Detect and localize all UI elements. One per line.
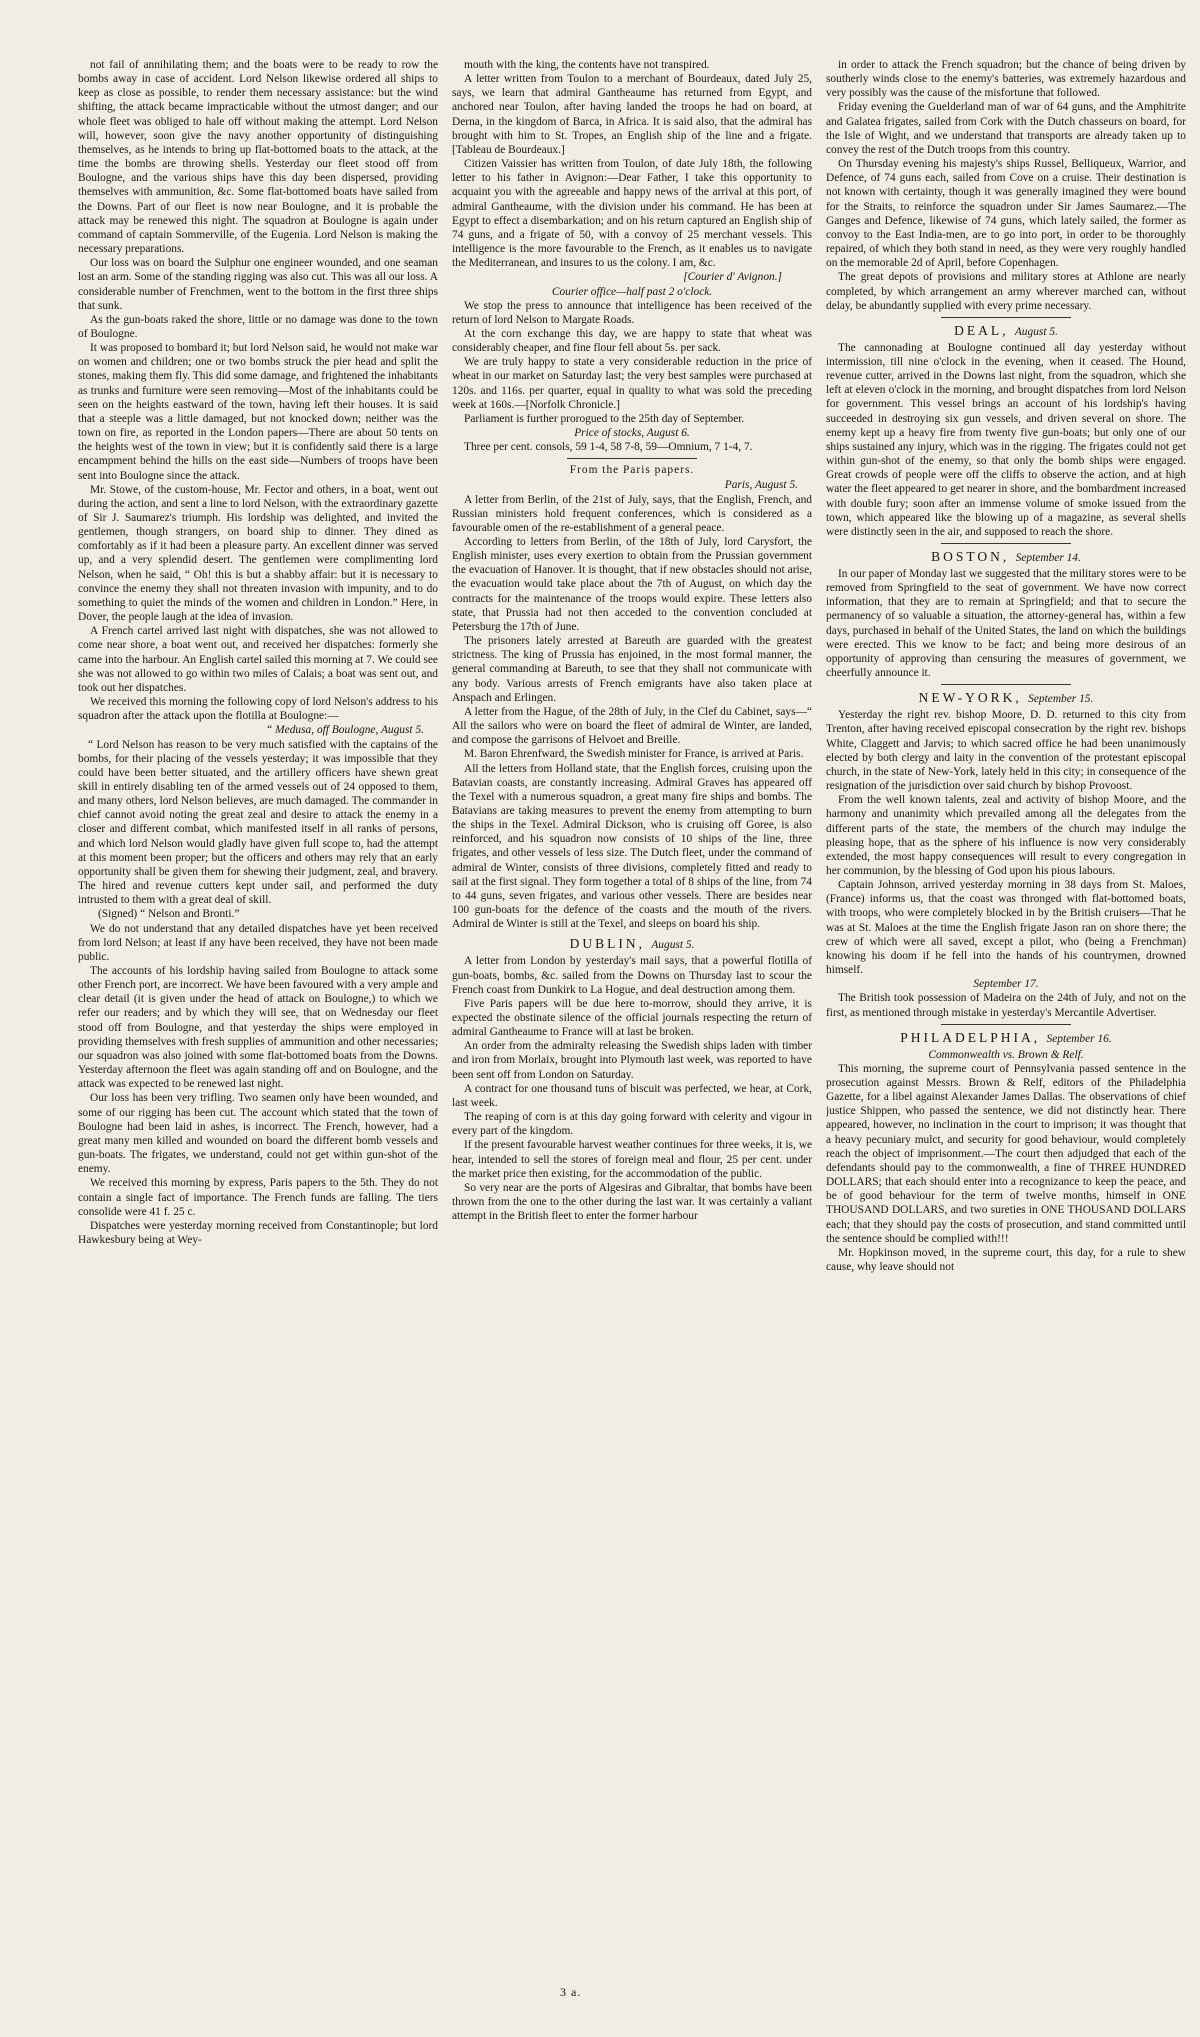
column-1 xyxy=(78,58,438,1988)
article-paragraph: Our loss was on board the Sulphur one engineer wounded, and one seaman lost an arm. Some of the standing rigging was also cut. This was all our loss. A considerable number of Frenchmen, went to the bottom in the first three ships that sunk. xyxy=(78,257,438,312)
article-paragraph: Mr. Hopkinson moved, in the supreme court, this day, for a rule to shew cause, why leave should not xyxy=(826,1246,1186,1274)
article-paragraph: Mr. Stowe, of the custom-house, Mr. Fector and others, in a boat, went out during the action, and sent a line to lord Nelson, with the extraordinary gazette of Sir J. Saumarez's triumph. His lordship was delighted, and invited the gentlemen, though strangers, on board ship to dinner. They dined as comfortably as if it had been a pleasure party. An excellent dinner was served up, and a very splendid desert. The gentlemen were complimenting lord Nelson, when he said, “ Oh! this is but a shabby affair: but it is necessary to convince the enemy they shall not threaten invasion with impunity, and to do something to quiet the minds of the women and children in London.” Here, in Dover, the people laugh at the idea of invasion. xyxy=(78,483,438,624)
article-paragraph: Five Paris papers will be due here to-morrow, should they arrive, it is expected the obstinate silence of the official journals respecting the return of admiral Gantheaume to France will at last be broken. xyxy=(452,997,812,1039)
article-dateline: Paris, August 5. xyxy=(724,479,798,492)
section-heading xyxy=(826,323,1186,339)
section-heading xyxy=(826,1030,1186,1046)
article-paragraph: The prisoners lately arrested at Bareuth are guarded with the greatest strictness. The king of Prussia has enjoined, in the most formal manner, the general commanding at Bareuth, to see that they shall not communicate with any body. Various arrests of French emigrants have also taken place at Anspach and Erlingen. xyxy=(452,635,812,704)
article-paragraph: not fail of annihilating them; and the boats were to be ready to row the bombs away in case of accident. Lord Nelson likewise ordered all ships to keep as close as possible, to render them necessary assistance: but the wind shifting, the attack became impracticable without the utmost danger; and our whole fleet was obliged to hale off without making the attempt. Lord Nelson will, however, soon give the navy another opportunity of distinguishing themselves, as he intends to bring up flat-bottomed boats to the attack, at the time the bombs are throwing shells. Yesterday our fleet stood off from Boulogne, and the various ships have this day been dispersed, providing themselves with ammunition, &c. Some flat-bottomed boats have sailed from the Downs. Part of our fleet is now near Boulogne, and it is probable the attack may be renewed this night. The squadron at Boulogne is again under command of captain Sommerville, of the Eugenia. Lord Nelson is making the necessary preparations. xyxy=(78,59,438,256)
heading-date: September 14. xyxy=(1015,552,1081,564)
article-paragraph: At the corn exchange this day, we are happy to state that wheat was considerably cheaper, and fine flour fell about 5s. per sack. xyxy=(452,327,812,355)
article-paragraph: This morning, the supreme court of Pennsylvania passed sentence in the prosecution against Messrs. Brown & Relf, editors of the Philadelphia Gazette, for a libel against Alexander James Dallas. The observations of chief justice Shippen, who passed the sentence, we did not distinctly hear. There appeared, however, no inclination in the court to imprison; it was thought that a heavy pecuniary mulct, and security for good behaviour, would completely reach the object of imprisonment.—The court then adjudged that each of the defendants should pay to the commonwealth, a fine of THREE HUNDRED DOLLARS; that each should enter into a recognizance to keep the peace, and be of good behaviour for the term of twelve months, himself in ONE THOUSAND DOLLARS, and two sureties in ONE THOUSAND DOLLARS each; that they should pay the costs of prosecution, and stand committed until the sentence should be complied with!!! xyxy=(826,1062,1186,1245)
article-paragraph: in order to attack the French squadron; but the chance of being driven by southerly winds close to the enemy's batteries, was extremely hazardous and very possibly was the cause of the misfortune that followed. xyxy=(826,59,1186,100)
section-heading xyxy=(452,464,812,476)
section-rule xyxy=(941,684,1071,685)
article-paragraph: We received this morning by express, Paris papers to the 5th. They do not contain a single fact of importance. The French funds are falling. The tiers consolide were 41 f. 25 c. xyxy=(78,1177,438,1218)
article-paragraph: It was proposed to bombard it; but lord Nelson said, he would not make war on women and children; one or two bombs struck the pier head and split the stones, making them fly. This did some damage, and frightened the inhabitants as trunks and furniture were seen removing—Most of the inhabitants could be seen on the heights eastward of the town, having left their houses. It is said that a steeple was a little damaged, but not knocked down; neither was the town on fire, as reported in the London papers—There are about 50 tents on the heights west of the town in view; but it is confidently said there is a large encampment behind the hills on the east side—Numbers of troops have been sent into Boulogne since the attack. xyxy=(78,342,438,482)
article-paragraph: A letter written from Toulon to a merchant of Bourdeaux, dated July 25, says, we learn that admiral Gantheaume has returned from Egypt, and anchored near Toulon, after having landed the troops he had on board, at Derna, in the kingdom of Barca, in Africa. It is said also, that the admiral has brought with him to St. Tropes, an English ship of the line and a frigate. [Tableau de Bourdeaux.] xyxy=(452,73,812,156)
article-paragraph: Friday evening the Guelderland man of war of 64 guns, and the Amphitrite and Galatea frigates, sailed from Cork with the Dutch chasseurs on board, for the Isle of Wight, and we understand that transports are already taken up to convey the rest of the Dutch troops from this country. xyxy=(826,101,1186,156)
heading-date: August 5. xyxy=(651,939,695,952)
article-paragraph: A letter from Berlin, of the 21st of July, says, that the English, French, and Russian ministers hold frequent conferences, which is considered as a favourable omen of the re-establishment of a general peace. xyxy=(452,493,812,534)
section-rule xyxy=(941,1024,1071,1025)
article-paragraph: Parliament is further prorogued to the 25th day of September. xyxy=(464,412,745,425)
article-paragraph: A contract for one thousand tuns of biscuit was perfected, we hear, at Cork, last week. xyxy=(452,1082,812,1109)
article-paragraph: We stop the press to announce that intelligence has been received of the return of lord Nelson to Margate Roads. xyxy=(452,299,812,326)
article-paragraph: The accounts of his lordship having sailed from Boulogne to attack some other French port, are incorrect. We have been favoured with a very ample and clear detail (it is given under the head of attack on Boulogne,) to which we refer our readers; and by which they will see, that on Wednesday our fleet stood off from Boulogne, and that yesterday the ships were employed in providing themselves with fresh supplies of ammunition and other necessaries; our squadron was also joined with some flat-bottomed boats from the Downs. Yesterday afternoon the fleet was again standing off and on Boulogne, and the attack was expected to be renewed last night. xyxy=(78,965,438,1091)
heading-place: DUBLIN, xyxy=(569,936,645,952)
article-paragraph: Yesterday the right rev. bishop Moore, D. D. returned to this city from Trenton, after having received episcopal consecration by the right rev. bishops White, Claggett and Jarvis; to which sacred office he had been unanimously elected by both clergy and laity in the convention of the protestant episcopal church, in the state of New-York, lately held in this city; in consequence of the resignation of the jurisdiction over said church by bishop Provoost. xyxy=(826,709,1186,793)
article-paragraph: Dispatches were yesterday morning received from Constantinople; but lord Hawkesbury being at Wey- xyxy=(78,1219,438,1246)
article-paragraph: mouth with the king, the contents have not transpired. xyxy=(464,59,710,71)
section-heading xyxy=(452,936,812,952)
article-signed: (Signed) “ Nelson and Bronti.” xyxy=(98,908,240,921)
heading-date: September 15. xyxy=(1028,693,1094,706)
article-paragraph: Our loss has been very trifling. Two seamen only have been wounded, and some of our rigging has been cut. The account which stated that the town of Boulogne had been laid in ashes, is incorrect. The French, however, had a great many men killed and wounded on board the different bomb vessels and gun-boats. The frigates, we understand, could not get within gun-shot of the enemy. xyxy=(78,1092,438,1176)
section-rule xyxy=(941,543,1071,544)
article-paragraph: If the present favourable harvest weather continues for three weeks, it is, we hear, intended to sell the stores of foreign meal and flour, 25 per cent. under the market price then existing, for the accommodation of the public. xyxy=(452,1139,812,1180)
heading-date: September 16. xyxy=(1046,1032,1112,1045)
section-rule xyxy=(567,458,697,459)
article-paragraph: We do not understand that any detailed dispatches have yet been received from lord Nelson; at least if any have been received, they have not been made public. xyxy=(78,922,438,963)
article-paragraph: We are truly happy to state a very considerable reduction in the price of wheat in our market on Saturday last; the very best samples were purchased at 120s. and 116s. per quarter, equal in quality to what was sold the preceding week at 160s.—[Norfolk Chronicle.] xyxy=(452,356,812,411)
column-grid xyxy=(78,58,1186,1988)
article-paragraph: The reaping of corn is at this day going forward with celerity and vigour in every part of the kingdom. xyxy=(452,1111,812,1138)
article-paragraph: We received this morning the following copy of lord Nelson's address to his squadron after the attack upon the flotilla at Boulogne:— xyxy=(78,696,438,723)
heading-place: BOSTON, xyxy=(931,549,1010,564)
article-paragraph: On Thursday evening his majesty's ships Russel, Belliqueux, Warrior, and Defence, of 74 guns each, sailed from Cove on a cruise. Their destination is not known with certainty, though it was generally imagined they were bound for the Straits, to reinforce the squadron under Sir James Saumarez.—The Ganges and Defence, likewise of 74 guns, which lately sailed, the former as convoy to the East India-men, are to go into port, in order to be thoroughly repaired, of which they both stand in need, as they were very roughly handled on the memorable 2d of April, before Copenhagen. xyxy=(826,158,1186,270)
article-paragraph: M. Baron Ehrenfward, the Swedish minister for France, is arrived at Paris. xyxy=(464,748,804,761)
article-paragraph: In our paper of Monday last we suggested that the military stores were to be removed from Springfield to the seat of government. We have now correct information, that they are to remain at Springfield; and that to secure the permanency of so valuable a situation, the attorney-general has, within a few days, purchased in behalf of the United States, the land on which the buildings were erected. This we know to be fact; and being more desirous of an opportunity of approving than censuring the measures of government, we cheerfully announce it. xyxy=(826,568,1186,680)
heading-place: PHILADELPHIA, xyxy=(900,1029,1041,1045)
article-paragraph: From the well known talents, zeal and activity of bishop Moore, and the harmony and unanimity which prevailed among all the delegates from the different parts of the state, the members of the church may indulge the pleasing hope, that as the sphere of his influence is now very considerably extended, the most happy consequences will result to every congregation in her communion, by the blessing of God upon his pious labours. xyxy=(826,794,1186,877)
section-heading xyxy=(826,549,1186,565)
article-paragraph: As the gun-boats raked the shore, little or no damage was done to the town of Boulogne. xyxy=(78,313,438,340)
section-heading xyxy=(826,690,1186,706)
article-center: Courier office—half past 2 o'clock. xyxy=(551,285,713,298)
article-center: September 17. xyxy=(973,978,1039,991)
page-footer-mark: 3 a. xyxy=(560,1985,582,1999)
heading-place: NEW-YORK, xyxy=(918,690,1022,706)
article-paragraph: The great depots of provisions and military stores at Athlone are nearly completed, by which arrangement an army wherever marched can, without delay, be abundantly supplied with every prime necessary. xyxy=(826,271,1186,312)
article-sign: [Courier d' Avignon.] xyxy=(683,271,782,284)
article-dateline: “ Medusa, off Boulogne, August 5. xyxy=(266,724,424,737)
article-paragraph: A French cartel arrived last night with dispatches, she was not allowed to come near shore, a boat went out, and received her dispatches: formerly she came into the harbour. An English cartel sailed this morning at 7. We could see she was not allowed to go within two miles of Calais; a boat was sent out, and took out her dispatches. xyxy=(78,625,438,694)
article-paragraph: All the letters from Holland state, that the English forces, cruising upon the Batavian coasts, are constantly increasing. Admiral Graves has appeared off the Texel with a numerous squadron, a great many fire ships and bombs. The Batavians are taking measures to prevent the enemy from attempting to burn the ships in the Texel. Admiral Dickson, who is cruising off Goree, is also reinforced, and his squadron now consists of 10 ships of the line, three frigates, and other vessels of less size. The Dutch fleet, under the command of admiral de Winter, consists of three divisions, completely fitted and ready to sail at the first signal. They form together a total of 8 ships of the line, from 74 to 44 guns, seven frigates, and various other vessels. There are besides near 100 gun-boats for the defence of the coasts and the mouth of the rivers. Admiral de Winter is still at the Texel, and sleeps on board his ship. xyxy=(452,762,812,931)
article-paragraph: Three per cent. consols, 59 1-4, 58 7-8, 59—Omnium, 7 1-4, 7. xyxy=(464,441,753,454)
article-center: Price of stocks, August 6. xyxy=(574,427,690,440)
heading-place: DEAL, xyxy=(954,322,1009,338)
article-paragraph: The British took possession of Madeira on the 24th of July, and not on the first, as mentioned through mistake in yesterday's Mercantile Advertiser. xyxy=(826,992,1186,1019)
article-paragraph: According to letters from Berlin, of the 18th of July, lord Carysfort, the English minister, uses every exertion to obtain from the Prussian government the evacuation of Hanover. It is thought, that if new obstacles should not arise, the evacuation would take place about the 7th of August, on which day the contracts for the maintenance of the troops would expire. These letters also state, that Prussia had not then acceded to the convention concluded at Petersburg the 17th of June. xyxy=(452,536,812,633)
article-paragraph: A letter from the Hague, of the 28th of July, in the Clef du Cabinet, says—“ All the sailors who were on board the fleet of admiral de Winter, are landed, and compose the garrisons of Helvoet and Breille. xyxy=(452,705,812,747)
article-paragraph: An order from the admiralty releasing the Swedish ships laden with timber and iron from Morlaix, brought into Plymouth last week, was reported to have been sent off from London on Saturday. xyxy=(452,1040,812,1081)
article-paragraph: A letter from London by yesterday's mail says, that a powerful flotilla of gun-boats, bombs, &c. sailed from the Downs on Thursday last to scour the French coast from Dunkirk to La Hogue, and deal destruction among them. xyxy=(452,955,812,996)
article-center: Commonwealth vs. Brown & Relf. xyxy=(928,1048,1084,1061)
article-paragraph: So very near are the ports of Algesiras and Gibraltar, that bombs have been thrown from the one to the other during the last war. It was certainly a valiant attempt in the British fleet to enter the former harbour xyxy=(452,1181,812,1223)
article-paragraph: Citizen Vaissier has written from Toulon, of date July 18th, the following letter to his father in Avignon:—Dear Father, I take this opportunity to acquaint you with the agreeable and happy news of the arrival at this port, of admiral Gantheaume, with the division under his command. He has been at Egypt to effect a disembarkation; and on his return captured an English ship of 74 guns, and a frigate of 50, with a convoy of 25 merchant vessels. This intelligence is the more favourable to the French, as it enables us to navigate the Mediterranean, and insures to us the colony. I am, &c. xyxy=(452,158,812,270)
heading-date: August 5. xyxy=(1014,325,1058,338)
article-paragraph: The cannonading at Boulogne continued all day yesterday without intermission, till nine o'clock in the evening, when it ceased. The Hound, revenue cutter, arrived in the Downs last night, from the squadron, which she left at eleven o'clock in the morning, and brought dispatches from lord Nelson for government. This vessel brings an account of his lordship's having succeeded in destroying six gun vessels, and driven several on shore. The enemy kept up a heavy fire from twenty five gun-boats; but only one of our ships sustained any injury, which was in the rigging. The frigates could not get within gun-shot of the enemy, so that only the bomb ships were engaged. Great crowds of people were off the cliffs to observe the action, and at high water the fleet appeared to get nearer in shore, and the bombardment increased with double fury; soon after an immense volume of smoke issued from the town, which appeared like the blowing up of a magazine, as several shells were distinctly seen in the air, and supposed to reach the shore. xyxy=(826,341,1186,538)
article-quote: “ Lord Nelson has reason to be very much satisfied with the captains of the bombs, for their placing of the vessels yesterday; it was impossible that they could have been better situated, and the artillery officers have shewn great skill in entirely disabling ten of the armed vessels out of 24 opposed to them, and many others, lord Nelson believes, are much damaged. The commander in chief cannot avoid noting the great zeal and desire to attack the enemy in a closer and different combat, which manifested itself in all ranks of persons, and which lord Nelson would gladly have given full scope to, had the attempt at this moment been proper; but the officers and others may rely that an early opportunity shall be given them for shewing their judgment, zeal, and bravery. The hired and revenue cutters kept under sail, and performed the duty intrusted to them with a great deal of skill. xyxy=(78,738,438,907)
column-2 xyxy=(452,58,812,1988)
heading-place: From the Paris papers. xyxy=(569,464,695,477)
section-rule xyxy=(941,317,1071,318)
column-3 xyxy=(826,58,1186,1988)
article-paragraph: Captain Johnson, arrived yesterday morning in 38 days from St. Maloes, (France) informs us, that the coast was thronged with flat-bottomed boats, with troops, who were completely blocked in by the British cruisers—That he was at St. Maloes at the time the English frigate Jason ran on shore there; the crew of which were all saved, except a pilot, who (being a Frenchman) knowing his doom if he fell into the hands of his countrymen, drowned himself. xyxy=(826,879,1186,977)
